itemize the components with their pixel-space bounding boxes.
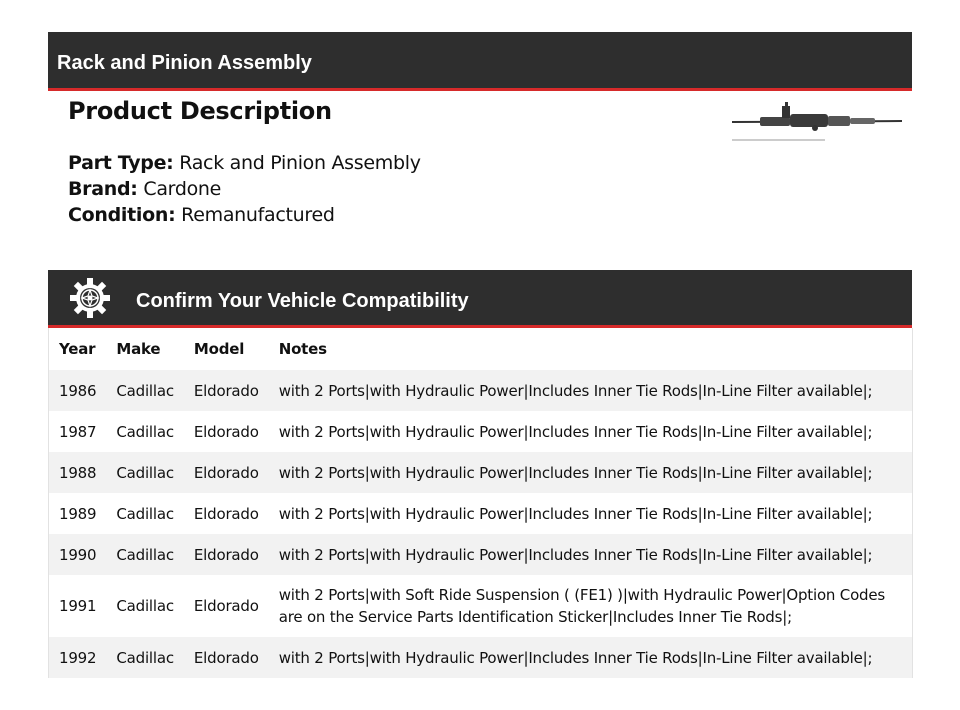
condition-label: Condition: — [68, 204, 176, 226]
cell-year: 1987 — [59, 422, 97, 441]
table-row — [49, 452, 912, 493]
spec-condition — [68, 204, 335, 226]
cell-year: 1990 — [49, 534, 106, 575]
cell-notes: with 2 Ports|with Hydraulic Power|Includes Inner Tie Rods|In-Line Filter available|; — [269, 370, 912, 411]
cell-model: Eldorado — [184, 370, 269, 411]
cell-model: Eldorado — [184, 637, 269, 678]
compatibility-title: Confirm Your Vehicle Compatibility — [136, 290, 469, 312]
table-header-row — [49, 328, 912, 370]
condition-value: Remanufactured — [181, 204, 335, 226]
cell-make: Cadillac — [116, 504, 174, 523]
cell-year: 1991 — [59, 597, 97, 615]
cell-notes: with 2 Ports|with Soft Ride Suspension ( (FE1) )|with Hydraulic Power|Option Codes are on the Service Parts Identification Sticker|Includes Inner Tie Rods|; — [278, 586, 886, 626]
part-type-value: Rack and Pinion Assembly — [179, 152, 421, 174]
compatibility-bar — [48, 270, 912, 328]
table-row — [49, 493, 912, 534]
column-header-year: Year — [59, 340, 96, 358]
cell-year: 1989 — [59, 504, 97, 523]
cell-model: Eldorado — [193, 422, 259, 441]
rack-and-pinion-image — [730, 100, 905, 148]
column-header-model: Model — [193, 340, 245, 358]
cell-make: Cadillac — [106, 370, 184, 411]
cell-notes: with 2 Ports|with Hydraulic Power|Includes Inner Tie Rods|In-Line Filter available|; — [278, 422, 873, 441]
column-header-make: Make — [116, 340, 161, 358]
description-heading: Product Description — [68, 97, 332, 125]
cell-make: Cadillac — [116, 597, 174, 615]
cell-notes: with 2 Ports|with Hydraulic Power|Includes Inner Tie Rods|In-Line Filter available|; — [269, 452, 912, 493]
cell-year: 1992 — [49, 637, 106, 678]
table-row — [49, 534, 912, 575]
cell-model: Eldorado — [184, 452, 269, 493]
cell-notes: with 2 Ports|with Hydraulic Power|Includes Inner Tie Rods|In-Line Filter available|; — [269, 637, 912, 678]
table-row — [49, 370, 912, 411]
table-row — [49, 575, 912, 637]
title-banner — [48, 32, 912, 91]
table-row — [49, 637, 912, 678]
cell-make: Cadillac — [106, 534, 184, 575]
cell-year: 1988 — [49, 452, 106, 493]
page-title: Rack and Pinion Assembly — [57, 52, 312, 74]
spec-part-type — [68, 152, 421, 174]
brand-label: Brand: — [68, 178, 138, 200]
cell-make: Cadillac — [106, 637, 184, 678]
part-type-label: Part Type: — [68, 152, 174, 174]
cell-model: Eldorado — [184, 534, 269, 575]
cell-make: Cadillac — [116, 422, 174, 441]
cell-model: Eldorado — [193, 597, 259, 615]
compatibility-table — [48, 328, 913, 678]
cell-notes: with 2 Ports|with Hydraulic Power|Includes Inner Tie Rods|In-Line Filter available|; — [278, 504, 873, 523]
brand-value: Cardone — [143, 178, 222, 200]
gear-icon — [69, 277, 111, 319]
spec-brand — [68, 178, 221, 200]
cell-year: 1986 — [49, 370, 106, 411]
column-header-notes: Notes — [278, 340, 327, 358]
cell-model: Eldorado — [193, 504, 259, 523]
cell-notes: with 2 Ports|with Hydraulic Power|Includes Inner Tie Rods|In-Line Filter available|; — [269, 534, 912, 575]
cell-make: Cadillac — [106, 452, 184, 493]
table-row — [49, 411, 912, 452]
